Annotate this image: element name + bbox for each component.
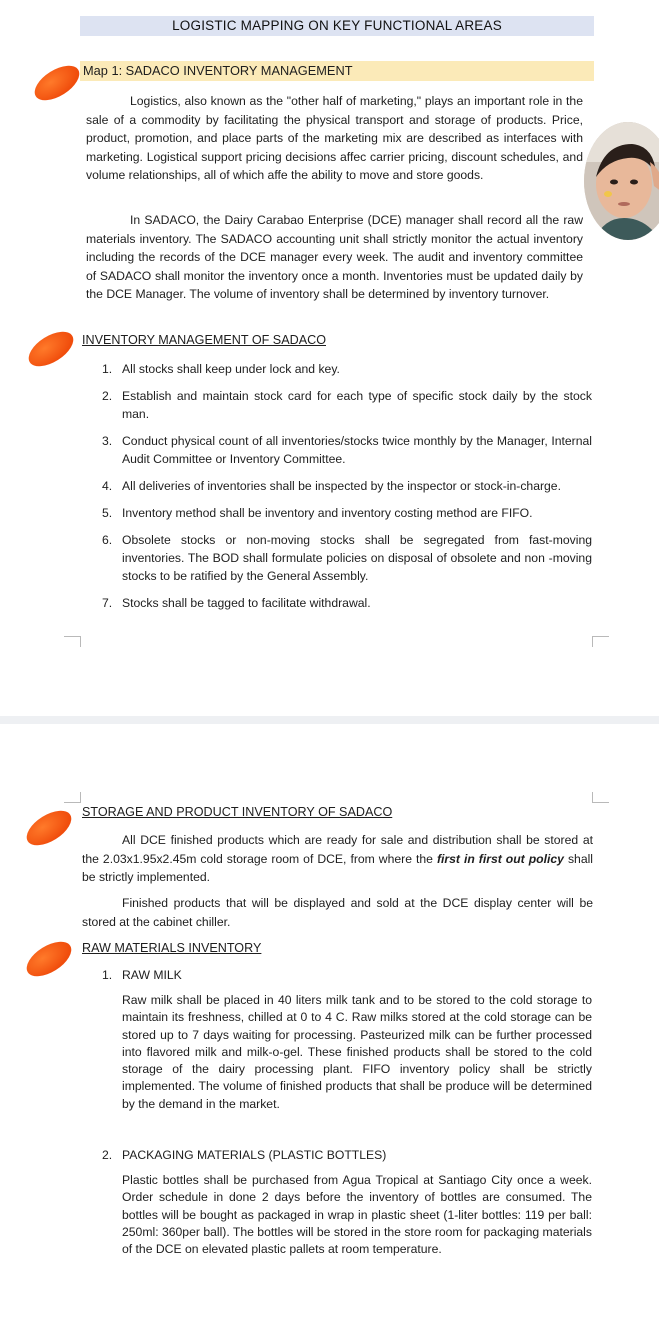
orange-marker-1: [29, 59, 85, 108]
fifo-emphasis: first in first out policy: [436, 851, 564, 866]
list-item: 6. Obsolete stocks or non-moving stocks shall be segregated from fast-moving inventories. The BOD shall formulate policies on disposal of obsolete and non -moving stocks to be ratified by the General Assembly.: [102, 533, 592, 583]
list-item: 3. Conduct physical count of all inventories/stocks twice monthly by the Manager, Internal Audit Committee or Inventory Committee.: [102, 434, 592, 466]
inventory-management-heading: INVENTORY MANAGEMENT OF SADACO: [82, 333, 326, 347]
list-item: 7. Stocks shall be tagged to facilitate withdrawal.: [102, 596, 371, 610]
packaging-title: 2. PACKAGING MATERIALS (PLASTIC BOTTLES): [102, 1148, 387, 1163]
raw-materials-heading: RAW MATERIALS INVENTORY: [82, 941, 262, 955]
logistics-paragraph: [86, 92, 583, 185]
list-item: 2. Establish and maintain stock card for each type of specific stock daily by the stock man.: [102, 389, 592, 421]
finished-products-paragraph: Finished products that will be displayed and sold at the DCE display center will be stored at the cabinet chiller.: [82, 896, 593, 929]
raw-materials-list: [102, 966, 592, 1259]
list-item: 1. All stocks shall keep under lock and key.: [102, 362, 340, 376]
raw-milk-title: 1. RAW MILK: [102, 968, 182, 982]
page-corner-mark: [64, 792, 81, 803]
list-item: 4. All deliveries of inventories shall be inspected by the inspector or stock-in-charge.: [102, 479, 561, 493]
inventory-rules-list: [102, 360, 592, 612]
page-corner-mark: [64, 636, 81, 647]
list-item: 5. Inventory method shall be inventory and inventory costing method are FIFO.: [102, 506, 533, 520]
packaging-text: Plastic bottles shall be purchased from Agua Tropical at Santiago City once a week. Order schedule in done 2 days before the inventory of bottles are consumed. The bottles will be bought as packaged in wrap in plastic sheet (1-liter bottles: 119 per ball: 250ml: 360per ball). The bottles will be stored in the store room for packaging materials of the DCE on elevated plastic pallets at room temperature.: [122, 1173, 592, 1257]
orange-marker-2: [23, 325, 79, 374]
map-heading: Map 1: SADACO INVENTORY MANAGEMENT: [80, 61, 594, 81]
page-separator: [0, 716, 659, 724]
document-title: LOGISTIC MAPPING ON KEY FUNCTIONAL AREAS: [80, 16, 594, 36]
video-call-avatar: [584, 122, 659, 240]
orange-marker-3: [21, 804, 77, 853]
raw-milk-text: Raw milk shall be placed in 40 liters milk tank and to be stored to the cold storage to maintain its freshness, chilled at 0 to 4 C. Raw milks stored at the cold storage can be stored up to 7 days waiting for processing. Pasteurized milk can be further processed into flavored milk and milk-o-gel. These finished products shall be stored to the cold storage of the dairy processing plant. FIFO inventory policy shall be strictly implemented. The volume of finished products that shall be produce will be determined by the demand in the market.: [122, 993, 592, 1111]
storage-heading: STORAGE AND PRODUCT INVENTORY OF SADACO: [82, 805, 393, 819]
orange-marker-4: [21, 935, 77, 984]
page-corner-mark: [592, 636, 609, 647]
sadaco-text: In SADACO, the Dairy Carabao Enterprise (DCE) manager shall record all the raw materials inventory. The SADACO accounting unit shall strictly monitor the actual inventory including the records of the DCE manager every week. The audit and inventory committee of SADACO shall monitor the inventory once a month. Inventories must be updated daily by the DCE Manager. The volume of inventory shall be determined by inventory turnover.: [86, 213, 583, 301]
logistics-text: Logistics, also known as the "other half of marketing," plays an important role in the sale of a commodity by facilitating the physical transport and storage of products. Price, product, promotion, and place parts of the marketing mix are described as interfaces with marketing. Logistical support pricing decisions affec carrier pricing, discount schedules, and volume relationships, all of which affe the ability to move and store goods.: [86, 94, 583, 182]
sadaco-paragraph: [86, 211, 583, 304]
page-corner-mark: [592, 792, 609, 803]
storage-paragraph: All DCE finished products which are ready for sale and distribution shall be stored at the 2.03x1.95x2.45m cold storage room of DCE, from where the first in first out policy shall be strictly implemented.: [82, 833, 594, 884]
